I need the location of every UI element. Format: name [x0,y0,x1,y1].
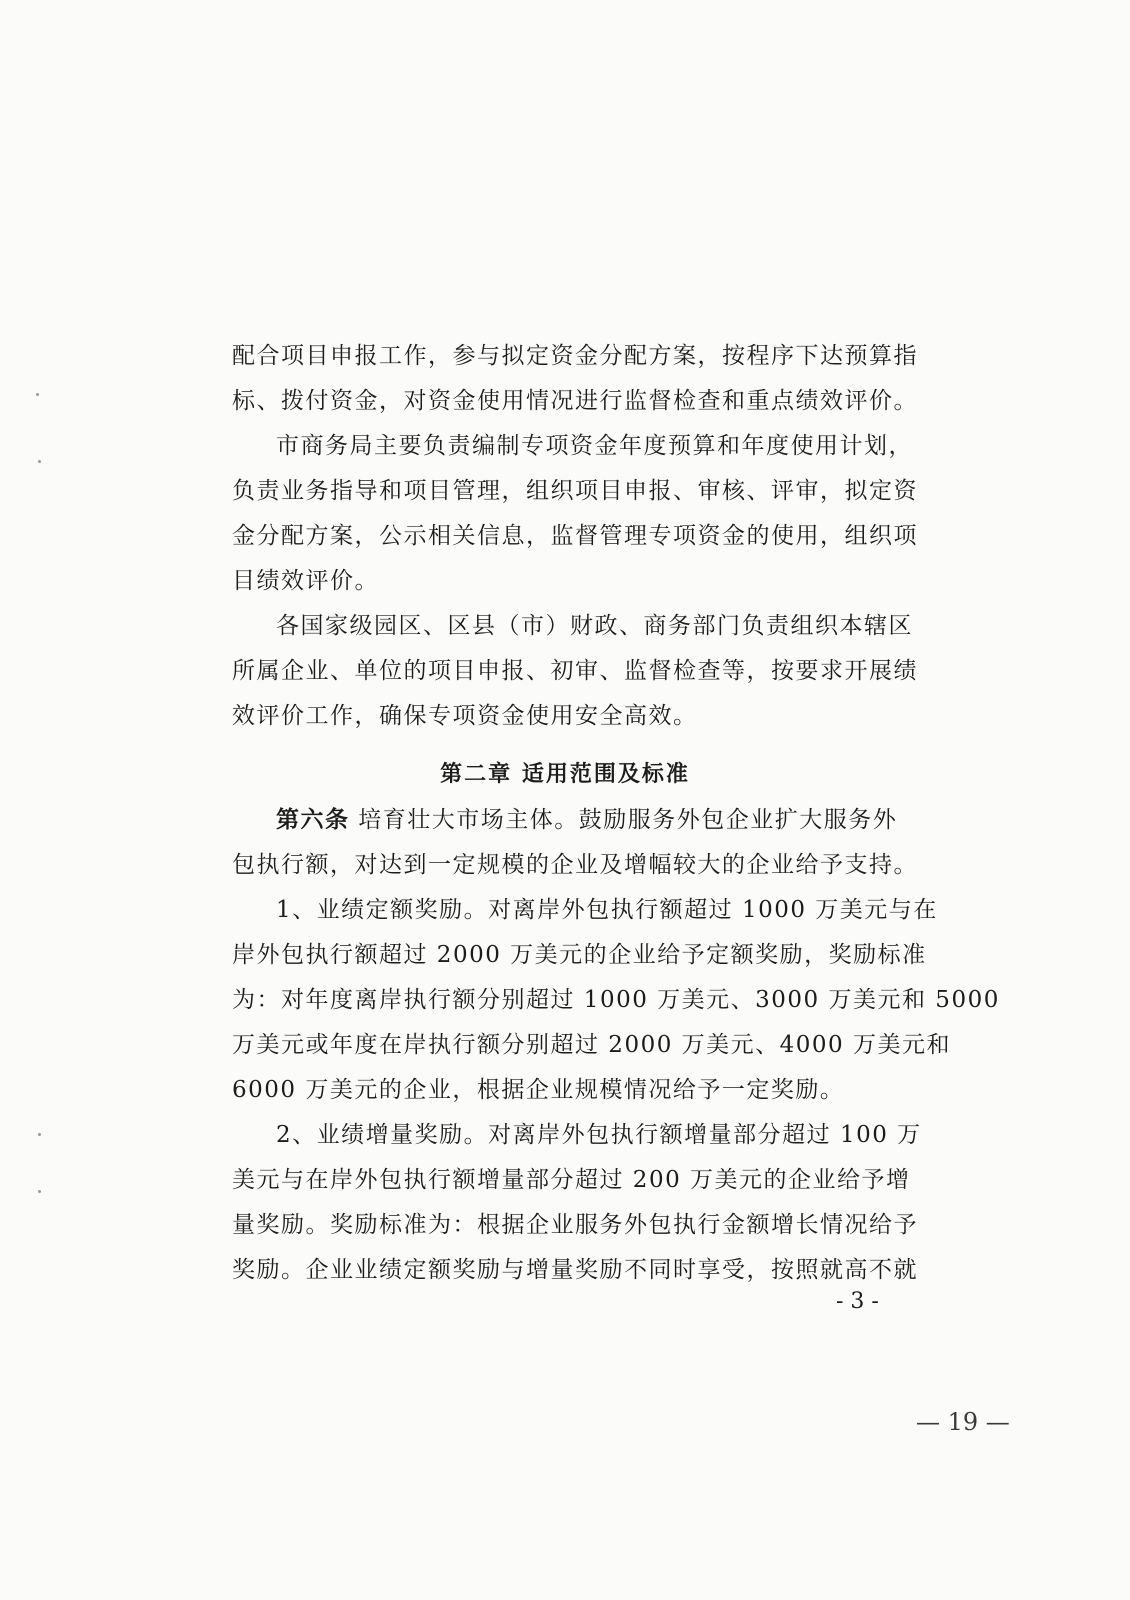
body-text-line: 万美元或年度在岸执行额分别超过 2000 万美元、4000 万美元和 [232,1032,951,1058]
article-label: 第六条 [276,807,350,833]
body-text-line: 量奖励。奖励标准为：根据企业服务外包执行金额增长情况给予 [232,1212,918,1238]
scan-speck [38,460,41,463]
body-text-line: 为：对年度离岸执行额分别超过 1000 万美元、3000 万美元和 5000 [232,987,1000,1013]
scan-speck [36,393,39,396]
body-text-line: 负责业务指导和项目管理，组织项目申报、审核、评审，拟定资 [232,478,918,504]
body-text-line: 标、拨付资金，对资金使用情况进行监督检查和重点绩效评价。 [232,388,918,414]
page-number: - 3 - [836,1289,879,1314]
body-text-line: 配合项目申报工作，参与拟定资金分配方案，按程序下达预算指 [232,343,918,369]
body-text-line: 奖励。企业业绩定额奖励与增量奖励不同时享受，按照就高不就 [232,1257,918,1283]
page-number-outer: — 19 — [916,1408,1010,1436]
scan-speck [38,1133,41,1136]
body-text-line: 效评价工作，确保专项资金使用安全高效。 [232,703,698,729]
body-text-line: 岸外包执行额超过 2000 万美元的企业给予定额奖励，奖励标准 [232,942,927,968]
body-text-line: 美元与在岸外包执行额增量部分超过 200 万美元的企业给予增 [232,1167,911,1193]
body-text-line: 市商务局主要负责编制专项资金年度预算和年度使用计划， [276,433,913,459]
body-text-line: 目绩效评价。 [232,568,379,594]
body-text-line: 各国家级园区、区县（市）财政、商务部门负责组织本辖区 [276,613,913,639]
article-first-line [276,800,898,840]
body-text-line: 金分配方案，公示相关信息，监督管理专项资金的使用，组织项 [232,523,918,549]
body-text-line: 6000 万美元的企业，根据企业规模情况给予一定奖励。 [232,1077,845,1103]
body-text-line: 所属企业、单位的项目申报、初审、监督检查等，按要求开展绩 [232,658,918,684]
chapter-heading: 第二章 适用范围及标准 [440,762,690,787]
scan-speck [38,1190,41,1193]
body-text-line: 包执行额，对达到一定规模的企业及增幅较大的企业给予支持。 [232,852,918,878]
body-text-line: 2、业绩增量奖励。对离岸外包执行额增量部分超过 100 万 [276,1122,922,1148]
body-text-line: 1、业绩定额奖励。对离岸外包执行额超过 1000 万美元与在 [276,897,938,923]
article-text: 培育壮大市场主体。鼓励服务外包企业扩大服务外 [349,807,898,833]
